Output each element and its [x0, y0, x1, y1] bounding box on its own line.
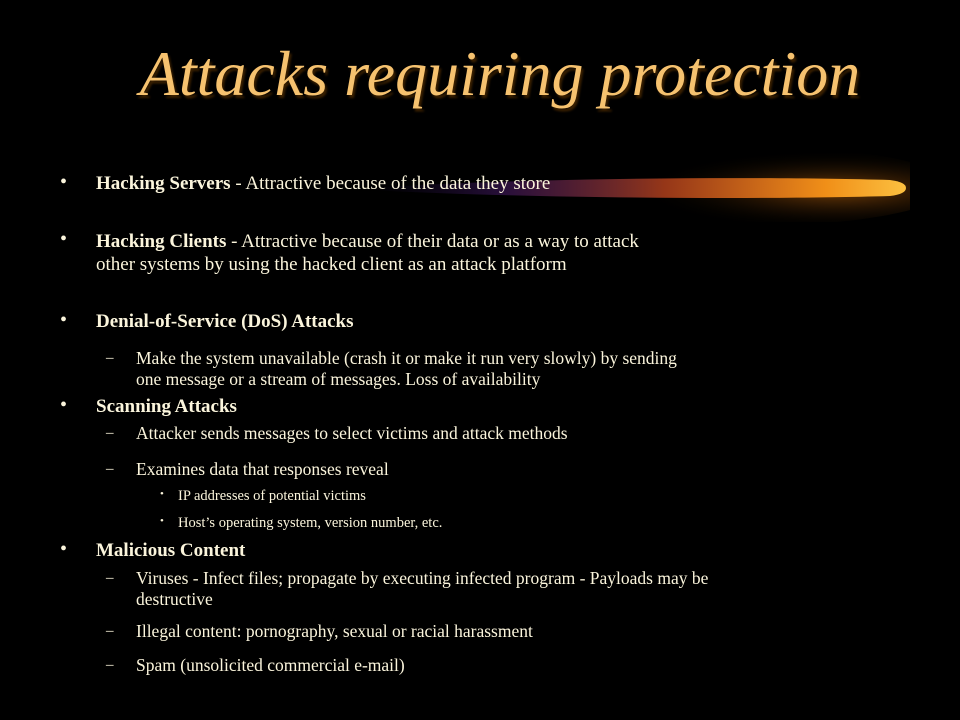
list-item-hacking-servers: [96, 172, 550, 195]
dash-icon: –: [106, 350, 114, 366]
list-item-dos-attacks: Denial-of-Service (DoS) Attacks: [96, 311, 354, 332]
bullet-icon: •: [60, 228, 68, 250]
slide-title: Attacks requiring protection: [139, 38, 861, 109]
bullet-icon: •: [60, 538, 68, 560]
list-item-malicious-content: Malicious Content: [96, 540, 246, 561]
sub-item: Spam (unsolicited commercial e-mail): [136, 655, 405, 675]
bullet-icon: •: [160, 515, 164, 527]
sub-item-cont: one message or a stream of messages. Loss of availability: [136, 369, 541, 389]
dash-icon: –: [106, 570, 114, 586]
sub-item: Illegal content: pornography, sexual or racial harassment: [136, 621, 533, 641]
item-term: Hacking Clients: [96, 231, 227, 252]
sub-item: Attacker sends messages to select victims and attack methods: [136, 423, 568, 443]
bullet-icon: •: [60, 394, 68, 416]
list-item-scanning-attacks: Scanning Attacks: [96, 396, 237, 417]
list-item-hacking-clients: [96, 230, 639, 253]
item-term: Hacking Servers: [96, 173, 231, 194]
dash-icon: –: [106, 425, 114, 441]
dash-icon: –: [106, 461, 114, 477]
dash-icon: –: [106, 623, 114, 639]
bullet-icon: •: [160, 488, 164, 500]
sub-sub-item: Host’s operating system, version number, etc.: [178, 515, 443, 531]
sub-sub-item: IP addresses of potential victims: [178, 488, 366, 504]
bullet-icon: •: [60, 171, 68, 193]
item-desc: - Attractive because of their data or as a way to attack: [226, 231, 639, 252]
sub-item: Examines data that responses reveal: [136, 459, 389, 479]
sub-item-cont: destructive: [136, 589, 213, 609]
sub-item: Viruses - Infect files; propagate by executing infected program - Payloads may be: [136, 568, 709, 588]
sub-item: Make the system unavailable (crash it or make it run very slowly) by sending: [136, 348, 677, 368]
bullet-icon: •: [60, 309, 68, 331]
list-item-hacking-clients-cont: other systems by using the hacked client as an attack platform: [96, 254, 567, 275]
dash-icon: –: [106, 657, 114, 673]
item-desc: - Attractive because of the data they store: [230, 173, 551, 194]
